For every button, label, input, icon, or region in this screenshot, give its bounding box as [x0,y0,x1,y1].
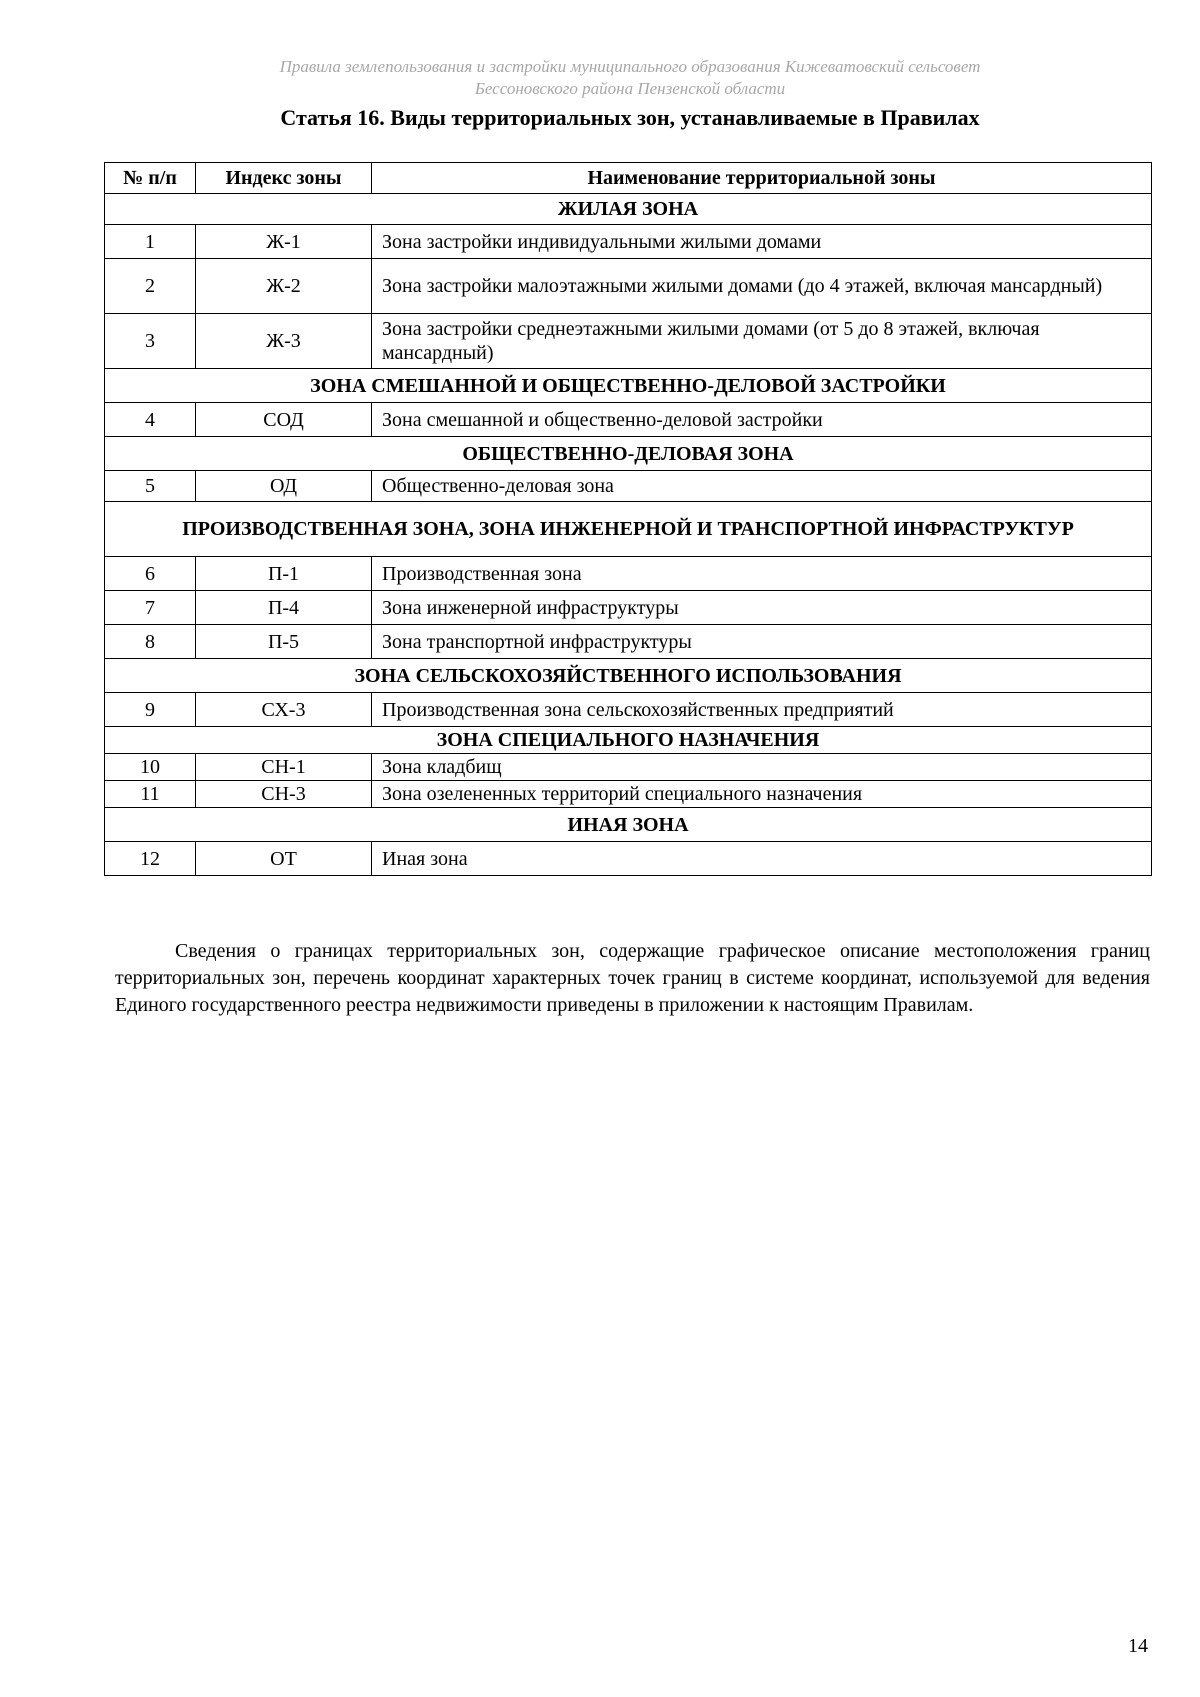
zone-name: Зона транспортной инфраструктуры [372,625,1152,659]
table-row [105,314,1152,369]
zones-table [104,162,1152,876]
zone-name: Зона застройки малоэтажными жилыми домами (до 4 этажей, включая мансардный) [372,259,1152,314]
zone-index: П-1 [196,557,372,591]
section-row [105,727,1152,754]
zone-name: Зона смешанной и общественно-деловой застройки [372,403,1152,437]
table-row [105,754,1152,781]
row-number: 5 [105,471,196,502]
zone-name: Иная зона [372,842,1152,876]
row-number: 9 [105,693,196,727]
row-number: 8 [105,625,196,659]
section-row [105,808,1152,842]
row-number: 6 [105,557,196,591]
running-header [150,56,1110,100]
zone-name: Производственная зона сельскохозяйственных предприятий [372,693,1152,727]
row-number: 3 [105,314,196,369]
zone-index: Ж-1 [196,225,372,259]
zone-name: Общественно-деловая зона [372,471,1152,502]
section-title: ЖИЛАЯ ЗОНА [105,194,1152,225]
row-number: 1 [105,225,196,259]
section-title: ЗОНА СМЕШАННОЙ И ОБЩЕСТВЕННО-ДЕЛОВОЙ ЗАСТРОЙКИ [105,369,1152,403]
table-row [105,471,1152,502]
row-number: 4 [105,403,196,437]
section-row [105,659,1152,693]
table-row [105,781,1152,808]
table-row [105,625,1152,659]
zone-name: Производственная зона [372,557,1152,591]
zone-index: Ж-3 [196,314,372,369]
table-row [105,403,1152,437]
zone-index: П-5 [196,625,372,659]
section-row [105,437,1152,471]
row-number: 2 [105,259,196,314]
page-number: 14 [1128,1635,1148,1657]
running-header-line-1: Правила землепользования и застройки муниципального образования Кижеватовский сельсовет [279,57,981,76]
zone-name: Зона озелененных территорий специального назначения [372,781,1152,808]
section-title: ОБЩЕСТВЕННО-ДЕЛОВАЯ ЗОНА [105,437,1152,471]
zone-name: Зона инженерной инфраструктуры [372,591,1152,625]
running-header-line-2: Бессоновского района Пензенской области [474,79,786,98]
zone-index: ОД [196,471,372,502]
boundaries-note-paragraph: Сведения о границах территориальных зон, содержащие графическое описание местоположения границ территориальных зон, перечень координат характерных точек границ в системе координат, используемой для ведения Единого государственного реестра недвижимости приведены в приложении к настоящим Правилам. [115,940,1150,1016]
zone-name: Зона застройки среднеэтажными жилыми домами (от 5 до 8 этажей, включая мансардный) [372,314,1152,369]
zone-index: П-4 [196,591,372,625]
zone-index: СХ-3 [196,693,372,727]
zone-name: Зона кладбищ [372,754,1152,781]
column-header-index: Индекс зоны [196,163,372,194]
section-title: ИНАЯ ЗОНА [105,808,1152,842]
table-row [105,259,1152,314]
zone-index: Ж-2 [196,259,372,314]
zone-name: Зона застройки индивидуальными жилыми домами [372,225,1152,259]
section-row [105,369,1152,403]
section-row [105,502,1152,557]
column-header-number: № п/п [105,163,196,194]
section-title: ПРОИЗВОДСТВЕННАЯ ЗОНА, ЗОНА ИНЖЕНЕРНОЙ И ТРАНСПОРТНОЙ ИНФРАСТРУКТУР [105,502,1152,557]
zone-index: СН-3 [196,781,372,808]
article-title: Статья 16. Виды территориальных зон, устанавливаемые в Правилах [280,105,980,130]
row-number: 12 [105,842,196,876]
row-number: 10 [105,754,196,781]
zone-index: СОД [196,403,372,437]
zone-index: СН-1 [196,754,372,781]
zone-index: ОТ [196,842,372,876]
table-row [105,591,1152,625]
table-row [105,842,1152,876]
section-title: ЗОНА СЕЛЬСКОХОЗЯЙСТВЕННОГО ИСПОЛЬЗОВАНИЯ [105,659,1152,693]
table-row [105,557,1152,591]
row-number: 11 [105,781,196,808]
row-number: 7 [105,591,196,625]
table-row [105,693,1152,727]
column-header-name: Наименование территориальной зоны [372,163,1152,194]
section-row [105,194,1152,225]
section-title: ЗОНА СПЕЦИАЛЬНОГО НАЗНАЧЕНИЯ [105,727,1152,754]
table-row [105,225,1152,259]
